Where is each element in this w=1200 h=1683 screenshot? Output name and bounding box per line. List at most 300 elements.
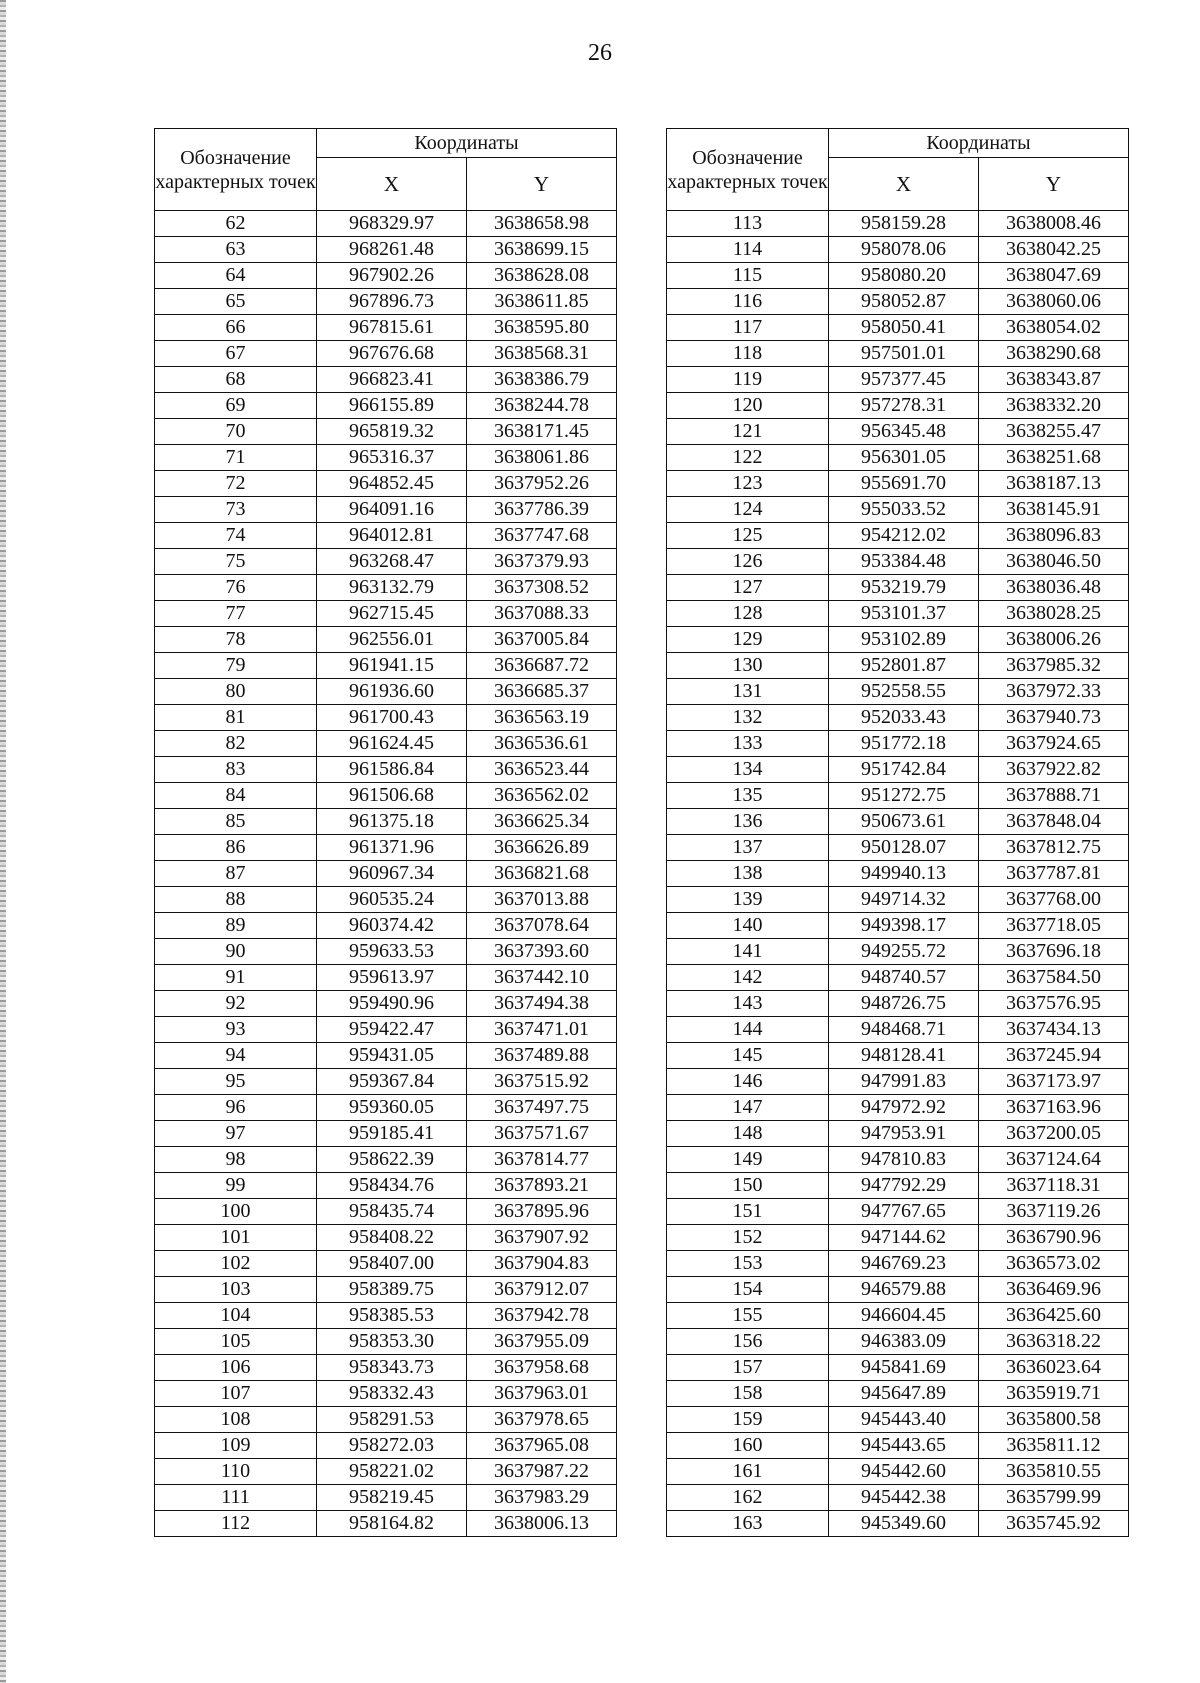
y-coordinate-cell: 3638343.87	[979, 367, 1129, 393]
table-row	[155, 1303, 617, 1329]
x-coordinate-cell: 946579.88	[829, 1277, 979, 1303]
y-coordinate-cell: 3638255.47	[979, 419, 1129, 445]
point-number-cell: 66	[155, 315, 317, 341]
x-coordinate-cell: 961936.60	[317, 679, 467, 705]
table-row	[155, 653, 617, 679]
table-row	[667, 653, 1129, 679]
y-coordinate-cell: 3638006.26	[979, 627, 1129, 653]
table-row	[155, 211, 617, 237]
x-coordinate-cell: 958389.75	[317, 1277, 467, 1303]
x-coordinate-cell: 956345.48	[829, 419, 979, 445]
table-row	[155, 263, 617, 289]
x-coordinate-cell: 948740.57	[829, 965, 979, 991]
point-number-cell: 114	[667, 237, 829, 263]
y-coordinate-cell: 3638028.25	[979, 601, 1129, 627]
y-coordinate-cell: 3636573.02	[979, 1251, 1129, 1277]
point-number-cell: 150	[667, 1173, 829, 1199]
point-number-cell: 129	[667, 627, 829, 653]
y-coordinate-cell: 3636790.96	[979, 1225, 1129, 1251]
y-coordinate-cell: 3636023.64	[979, 1355, 1129, 1381]
y-coordinate-cell: 3638699.15	[467, 237, 617, 263]
point-number-cell: 73	[155, 497, 317, 523]
point-number-cell: 82	[155, 731, 317, 757]
x-coordinate-cell: 947144.62	[829, 1225, 979, 1251]
x-coordinate-cell: 958219.45	[317, 1485, 467, 1511]
table-row	[155, 1381, 617, 1407]
y-coordinate-cell: 3638171.45	[467, 419, 617, 445]
point-number-cell: 68	[155, 367, 317, 393]
x-coordinate-cell: 962715.45	[317, 601, 467, 627]
point-number-cell: 81	[155, 705, 317, 731]
x-coordinate-cell: 958078.06	[829, 237, 979, 263]
table-row	[667, 1277, 1129, 1303]
y-coordinate-cell: 3636563.19	[467, 705, 617, 731]
table-row	[667, 809, 1129, 835]
table-row	[667, 1251, 1129, 1277]
y-coordinate-cell: 3637078.64	[467, 913, 617, 939]
y-coordinate-cell: 3637912.07	[467, 1277, 617, 1303]
point-number-cell: 147	[667, 1095, 829, 1121]
point-number-cell: 119	[667, 367, 829, 393]
x-coordinate-cell: 961375.18	[317, 809, 467, 835]
table-row	[667, 1173, 1129, 1199]
point-number-cell: 109	[155, 1433, 317, 1459]
y-coordinate-cell: 3637696.18	[979, 939, 1129, 965]
x-coordinate-cell: 953102.89	[829, 627, 979, 653]
point-number-cell: 88	[155, 887, 317, 913]
x-coordinate-cell: 949940.13	[829, 861, 979, 887]
x-coordinate-cell: 967815.61	[317, 315, 467, 341]
y-coordinate-cell: 3636523.44	[467, 757, 617, 783]
table-row	[667, 1511, 1129, 1537]
x-coordinate-cell: 953101.37	[829, 601, 979, 627]
y-coordinate-cell: 3638628.08	[467, 263, 617, 289]
y-coordinate-cell: 3637393.60	[467, 939, 617, 965]
table-row	[155, 1121, 617, 1147]
x-coordinate-cell: 956301.05	[829, 445, 979, 471]
y-coordinate-cell: 3638290.68	[979, 341, 1129, 367]
x-coordinate-cell: 963132.79	[317, 575, 467, 601]
table-row	[155, 549, 617, 575]
point-number-cell: 154	[667, 1277, 829, 1303]
y-coordinate-cell: 3638054.02	[979, 315, 1129, 341]
point-number-cell: 156	[667, 1329, 829, 1355]
y-coordinate-cell: 3636562.02	[467, 783, 617, 809]
table-row	[667, 757, 1129, 783]
x-coordinate-cell: 957377.45	[829, 367, 979, 393]
y-coordinate-cell: 3637922.82	[979, 757, 1129, 783]
x-coordinate-cell: 949714.32	[829, 887, 979, 913]
table-row	[155, 471, 617, 497]
point-number-cell: 122	[667, 445, 829, 471]
point-number-cell: 139	[667, 887, 829, 913]
x-coordinate-cell: 959633.53	[317, 939, 467, 965]
y-coordinate-cell: 3638042.25	[979, 237, 1129, 263]
y-coordinate-cell: 3635800.58	[979, 1407, 1129, 1433]
point-number-cell: 163	[667, 1511, 829, 1537]
y-coordinate-cell: 3638145.91	[979, 497, 1129, 523]
x-coordinate-cell: 955691.70	[829, 471, 979, 497]
point-number-cell: 77	[155, 601, 317, 627]
y-coordinate-cell: 3637963.01	[467, 1381, 617, 1407]
y-coordinate-cell: 3638568.31	[467, 341, 617, 367]
x-coordinate-cell: 958272.03	[317, 1433, 467, 1459]
point-number-cell: 135	[667, 783, 829, 809]
x-coordinate-cell: 958408.22	[317, 1225, 467, 1251]
point-number-cell: 78	[155, 627, 317, 653]
x-coordinate-cell: 952033.43	[829, 705, 979, 731]
x-coordinate-cell: 961586.84	[317, 757, 467, 783]
y-coordinate-cell: 3636625.34	[467, 809, 617, 835]
header-coordinates: Координаты	[829, 129, 1129, 158]
y-coordinate-cell: 3637118.31	[979, 1173, 1129, 1199]
y-coordinate-cell: 3637489.88	[467, 1043, 617, 1069]
point-number-cell: 125	[667, 523, 829, 549]
table-row	[155, 1355, 617, 1381]
y-coordinate-cell: 3637965.08	[467, 1433, 617, 1459]
x-coordinate-cell: 961624.45	[317, 731, 467, 757]
point-number-cell: 83	[155, 757, 317, 783]
table-row	[155, 1199, 617, 1225]
point-number-cell: 89	[155, 913, 317, 939]
point-number-cell: 144	[667, 1017, 829, 1043]
x-coordinate-cell: 968329.97	[317, 211, 467, 237]
point-number-cell: 105	[155, 1329, 317, 1355]
point-number-cell: 145	[667, 1043, 829, 1069]
point-number-cell: 138	[667, 861, 829, 887]
x-coordinate-cell: 958343.73	[317, 1355, 467, 1381]
table-row	[155, 835, 617, 861]
x-coordinate-cell: 960535.24	[317, 887, 467, 913]
y-coordinate-cell: 3638611.85	[467, 289, 617, 315]
y-coordinate-cell: 3637571.67	[467, 1121, 617, 1147]
y-coordinate-cell: 3638060.06	[979, 289, 1129, 315]
point-number-cell: 149	[667, 1147, 829, 1173]
y-coordinate-cell: 3637497.75	[467, 1095, 617, 1121]
x-coordinate-cell: 958080.20	[829, 263, 979, 289]
header-point-designation: Обозначение характерных точек	[667, 129, 829, 211]
point-number-cell: 130	[667, 653, 829, 679]
x-coordinate-cell: 948128.41	[829, 1043, 979, 1069]
y-coordinate-cell: 3637955.09	[467, 1329, 617, 1355]
x-coordinate-cell: 953384.48	[829, 549, 979, 575]
table-row	[155, 1017, 617, 1043]
table-row	[155, 913, 617, 939]
point-number-cell: 97	[155, 1121, 317, 1147]
x-coordinate-cell: 960967.34	[317, 861, 467, 887]
x-coordinate-cell: 945442.60	[829, 1459, 979, 1485]
point-number-cell: 71	[155, 445, 317, 471]
x-coordinate-cell: 959422.47	[317, 1017, 467, 1043]
point-number-cell: 104	[155, 1303, 317, 1329]
table-row	[667, 965, 1129, 991]
table-row	[667, 783, 1129, 809]
y-coordinate-cell: 3637718.05	[979, 913, 1129, 939]
table-row	[155, 1173, 617, 1199]
table-row	[667, 1121, 1129, 1147]
x-coordinate-cell: 945647.89	[829, 1381, 979, 1407]
x-coordinate-cell: 948468.71	[829, 1017, 979, 1043]
y-coordinate-cell: 3636687.72	[467, 653, 617, 679]
table-row	[667, 601, 1129, 627]
y-coordinate-cell: 3638047.69	[979, 263, 1129, 289]
table-row	[667, 575, 1129, 601]
table-row	[155, 1485, 617, 1511]
header-x: X	[317, 158, 467, 211]
point-number-cell: 100	[155, 1199, 317, 1225]
table-row	[155, 315, 617, 341]
table-row	[155, 1147, 617, 1173]
table-row	[155, 1225, 617, 1251]
table-row	[155, 1329, 617, 1355]
header-point-designation: Обозначение характерных точек	[155, 129, 317, 211]
y-coordinate-cell: 3636425.60	[979, 1303, 1129, 1329]
y-coordinate-cell: 3637442.10	[467, 965, 617, 991]
x-coordinate-cell: 966155.89	[317, 393, 467, 419]
point-number-cell: 142	[667, 965, 829, 991]
y-coordinate-cell: 3635799.99	[979, 1485, 1129, 1511]
point-number-cell: 98	[155, 1147, 317, 1173]
point-number-cell: 76	[155, 575, 317, 601]
x-coordinate-cell: 954212.02	[829, 523, 979, 549]
point-number-cell: 75	[155, 549, 317, 575]
y-coordinate-cell: 3637848.04	[979, 809, 1129, 835]
x-coordinate-cell: 958221.02	[317, 1459, 467, 1485]
point-number-cell: 131	[667, 679, 829, 705]
y-coordinate-cell: 3638006.13	[467, 1511, 617, 1537]
x-coordinate-cell: 961371.96	[317, 835, 467, 861]
x-coordinate-cell: 959613.97	[317, 965, 467, 991]
x-coordinate-cell: 950128.07	[829, 835, 979, 861]
x-coordinate-cell: 968261.48	[317, 237, 467, 263]
y-coordinate-cell: 3637940.73	[979, 705, 1129, 731]
x-coordinate-cell: 951272.75	[829, 783, 979, 809]
y-coordinate-cell: 3637904.83	[467, 1251, 617, 1277]
point-number-cell: 94	[155, 1043, 317, 1069]
y-coordinate-cell: 3637958.68	[467, 1355, 617, 1381]
point-number-cell: 137	[667, 835, 829, 861]
table-row	[155, 861, 617, 887]
y-coordinate-cell: 3638008.46	[979, 211, 1129, 237]
x-coordinate-cell: 957501.01	[829, 341, 979, 367]
y-coordinate-cell: 3635810.55	[979, 1459, 1129, 1485]
y-coordinate-cell: 3637942.78	[467, 1303, 617, 1329]
point-number-cell: 120	[667, 393, 829, 419]
point-number-cell: 108	[155, 1407, 317, 1433]
y-coordinate-cell: 3637379.93	[467, 549, 617, 575]
x-coordinate-cell: 952801.87	[829, 653, 979, 679]
y-coordinate-cell: 3637787.81	[979, 861, 1129, 887]
point-number-cell: 111	[155, 1485, 317, 1511]
x-coordinate-cell: 958385.53	[317, 1303, 467, 1329]
table-row	[155, 887, 617, 913]
y-coordinate-cell: 3637893.21	[467, 1173, 617, 1199]
x-coordinate-cell: 948726.75	[829, 991, 979, 1017]
x-coordinate-cell: 964091.16	[317, 497, 467, 523]
point-number-cell: 157	[667, 1355, 829, 1381]
x-coordinate-cell: 964852.45	[317, 471, 467, 497]
table-row	[667, 523, 1129, 549]
table-row	[155, 445, 617, 471]
coordinates-table-right	[666, 128, 1129, 1537]
point-number-cell: 133	[667, 731, 829, 757]
table-row	[667, 315, 1129, 341]
x-coordinate-cell: 959360.05	[317, 1095, 467, 1121]
x-coordinate-cell: 965819.32	[317, 419, 467, 445]
x-coordinate-cell: 949398.17	[829, 913, 979, 939]
x-coordinate-cell: 958050.41	[829, 315, 979, 341]
y-coordinate-cell: 3637124.64	[979, 1147, 1129, 1173]
y-coordinate-cell: 3637907.92	[467, 1225, 617, 1251]
point-number-cell: 121	[667, 419, 829, 445]
x-coordinate-cell: 958435.74	[317, 1199, 467, 1225]
x-coordinate-cell: 950673.61	[829, 809, 979, 835]
y-coordinate-cell: 3636626.89	[467, 835, 617, 861]
point-number-cell: 116	[667, 289, 829, 315]
header-coordinates: Координаты	[317, 129, 617, 158]
y-coordinate-cell: 3637983.29	[467, 1485, 617, 1511]
table-row	[155, 497, 617, 523]
header-y: Y	[467, 158, 617, 211]
x-coordinate-cell: 946383.09	[829, 1329, 979, 1355]
y-coordinate-cell: 3638061.86	[467, 445, 617, 471]
y-coordinate-cell: 3638036.48	[979, 575, 1129, 601]
table-row	[155, 757, 617, 783]
y-coordinate-cell: 3637978.65	[467, 1407, 617, 1433]
table-row	[667, 419, 1129, 445]
y-coordinate-cell: 3637952.26	[467, 471, 617, 497]
table-row	[667, 471, 1129, 497]
x-coordinate-cell: 961506.68	[317, 783, 467, 809]
point-number-cell: 152	[667, 1225, 829, 1251]
x-coordinate-cell: 958291.53	[317, 1407, 467, 1433]
table-row	[667, 705, 1129, 731]
x-coordinate-cell: 964012.81	[317, 523, 467, 549]
table-row	[155, 237, 617, 263]
y-coordinate-cell: 3635811.12	[979, 1433, 1129, 1459]
y-coordinate-cell: 3637768.00	[979, 887, 1129, 913]
table-row	[667, 1433, 1129, 1459]
y-coordinate-cell: 3637200.05	[979, 1121, 1129, 1147]
x-coordinate-cell: 965316.37	[317, 445, 467, 471]
table-row	[155, 1459, 617, 1485]
x-coordinate-cell: 958353.30	[317, 1329, 467, 1355]
table-row	[155, 991, 617, 1017]
table-row	[155, 679, 617, 705]
point-number-cell: 126	[667, 549, 829, 575]
table-row	[155, 627, 617, 653]
x-coordinate-cell: 958332.43	[317, 1381, 467, 1407]
point-number-cell: 92	[155, 991, 317, 1017]
y-coordinate-cell: 3635919.71	[979, 1381, 1129, 1407]
point-number-cell: 95	[155, 1069, 317, 1095]
point-number-cell: 102	[155, 1251, 317, 1277]
point-number-cell: 143	[667, 991, 829, 1017]
point-number-cell: 63	[155, 237, 317, 263]
x-coordinate-cell: 952558.55	[829, 679, 979, 705]
y-coordinate-cell: 3637515.92	[467, 1069, 617, 1095]
table-row	[667, 1485, 1129, 1511]
point-number-cell: 140	[667, 913, 829, 939]
table-row	[667, 1225, 1129, 1251]
point-number-cell: 162	[667, 1485, 829, 1511]
y-coordinate-cell: 3638251.68	[979, 445, 1129, 471]
y-coordinate-cell: 3637987.22	[467, 1459, 617, 1485]
point-number-cell: 117	[667, 315, 829, 341]
x-coordinate-cell: 947953.91	[829, 1121, 979, 1147]
point-number-cell: 70	[155, 419, 317, 445]
table-row	[667, 679, 1129, 705]
x-coordinate-cell: 958407.00	[317, 1251, 467, 1277]
point-number-cell: 84	[155, 783, 317, 809]
table-row	[155, 1511, 617, 1537]
x-coordinate-cell: 958622.39	[317, 1147, 467, 1173]
y-coordinate-cell: 3637245.94	[979, 1043, 1129, 1069]
x-coordinate-cell: 958434.76	[317, 1173, 467, 1199]
header-y: Y	[979, 158, 1129, 211]
point-number-cell: 112	[155, 1511, 317, 1537]
y-coordinate-cell: 3637747.68	[467, 523, 617, 549]
y-coordinate-cell: 3637471.01	[467, 1017, 617, 1043]
x-coordinate-cell: 945349.60	[829, 1511, 979, 1537]
table-row	[155, 965, 617, 991]
table-row	[667, 1199, 1129, 1225]
y-coordinate-cell: 3637119.26	[979, 1199, 1129, 1225]
table-row	[155, 289, 617, 315]
table-row	[667, 861, 1129, 887]
y-coordinate-cell: 3637895.96	[467, 1199, 617, 1225]
table-row	[155, 731, 617, 757]
y-coordinate-cell: 3637005.84	[467, 627, 617, 653]
point-number-cell: 113	[667, 211, 829, 237]
x-coordinate-cell: 946769.23	[829, 1251, 979, 1277]
x-coordinate-cell: 958159.28	[829, 211, 979, 237]
x-coordinate-cell: 958052.87	[829, 289, 979, 315]
y-coordinate-cell: 3638595.80	[467, 315, 617, 341]
table-row	[155, 341, 617, 367]
point-number-cell: 90	[155, 939, 317, 965]
x-coordinate-cell: 959185.41	[317, 1121, 467, 1147]
point-number-cell: 151	[667, 1199, 829, 1225]
point-number-cell: 158	[667, 1381, 829, 1407]
y-coordinate-cell: 3637163.96	[979, 1095, 1129, 1121]
table-row	[155, 1069, 617, 1095]
point-number-cell: 65	[155, 289, 317, 315]
y-coordinate-cell: 3637088.33	[467, 601, 617, 627]
x-coordinate-cell: 967676.68	[317, 341, 467, 367]
y-coordinate-cell: 3638386.79	[467, 367, 617, 393]
point-number-cell: 118	[667, 341, 829, 367]
y-coordinate-cell: 3637888.71	[979, 783, 1129, 809]
x-coordinate-cell: 953219.79	[829, 575, 979, 601]
y-coordinate-cell: 3638187.13	[979, 471, 1129, 497]
x-coordinate-cell: 945443.65	[829, 1433, 979, 1459]
x-coordinate-cell: 967902.26	[317, 263, 467, 289]
point-number-cell: 148	[667, 1121, 829, 1147]
point-number-cell: 110	[155, 1459, 317, 1485]
y-coordinate-cell: 3637013.88	[467, 887, 617, 913]
table-row	[667, 1355, 1129, 1381]
x-coordinate-cell: 959490.96	[317, 991, 467, 1017]
x-coordinate-cell: 947972.92	[829, 1095, 979, 1121]
point-number-cell: 155	[667, 1303, 829, 1329]
header-x: X	[829, 158, 979, 211]
table-row	[155, 393, 617, 419]
table-row	[667, 991, 1129, 1017]
table-row	[667, 913, 1129, 939]
table-row	[155, 1043, 617, 1069]
table-row	[667, 1017, 1129, 1043]
